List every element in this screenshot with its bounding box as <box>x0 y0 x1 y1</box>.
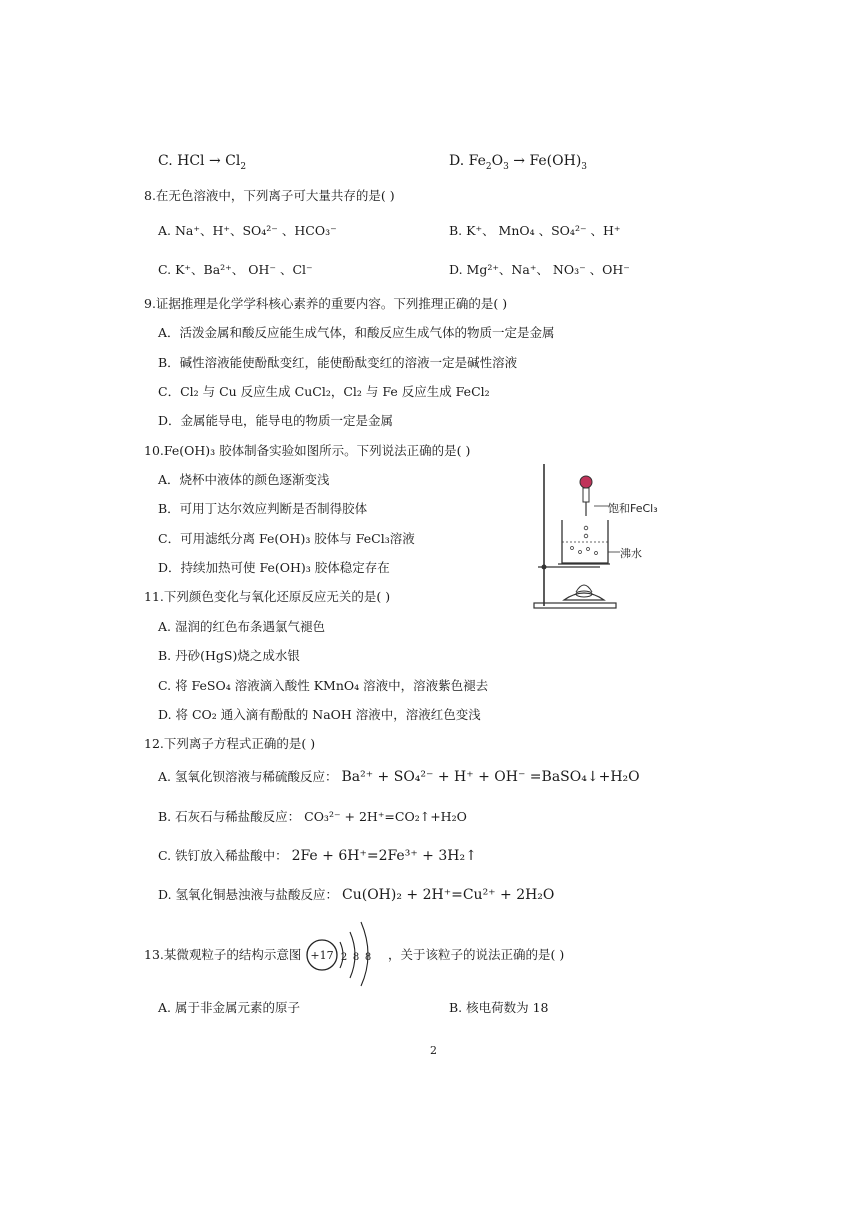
shell-1-electrons: 2 <box>340 952 348 963</box>
q7-option-c: C. HCl → $Cl_2$ <box>158 153 247 172</box>
q8-option-d[interactable]: D. Mg²⁺、Na⁺、 NO₃⁻ 、OH⁻ <box>449 262 630 277</box>
q11-option-a[interactable]: A. 湿润的红色布条遇氯气褪色 <box>158 619 325 634</box>
page-number: 2 <box>430 1044 437 1057</box>
q8-option-b[interactable]: B. K⁺、 MnO₄ 、SO₄²⁻ 、H⁺ <box>449 223 621 238</box>
q9-option-b[interactable]: B．碱性溶液能使酚酞变红，能使酚酞变红的溶液一定是碱性溶液 <box>158 355 518 370</box>
q12-a-equation: Ba²⁺ + SO₄²⁻ + H⁺ + OH⁻ =BaSO₄↓+H₂O <box>341 769 640 785</box>
q9-option-c[interactable]: C．Cl₂ 与 Cu 反应生成 CuCl₂，Cl₂ 与 Fe 反应生成 FeCl₂ <box>158 384 490 399</box>
q8-option-c[interactable]: C. K⁺、Ba²⁺、 OH⁻ 、Cl⁻ <box>158 262 313 277</box>
shell-3-electrons: 8 <box>364 952 372 963</box>
q7-option-d: D. $Fe_2O_3 \to Fe(OH)_3$ <box>449 153 588 172</box>
colloid-apparatus-figure <box>528 460 678 612</box>
q12-b-text: B. 石灰石与稀盐酸反应： <box>158 809 301 824</box>
q8-stem: 8.在无色溶液中，下列离子可大量共存的是( ) <box>144 188 395 203</box>
q13-option-a[interactable]: A. 属于非金属元素的原子 <box>158 1000 300 1015</box>
label-saturated-fecl3: 饱和FeCl₃ <box>608 502 658 515</box>
q9-option-d[interactable]: D．金属能导电，能导电的物质一定是金属 <box>158 413 394 428</box>
q11-option-b[interactable]: B. 丹砂(HgS)烧之成水银 <box>158 648 300 663</box>
q12-option-d[interactable] <box>158 887 554 903</box>
q12-d-text: D. 氢氧化铜悬浊液与盐酸反应： <box>158 887 339 902</box>
q9-stem: 9.证据推理是化学学科核心素养的重要内容。下列推理正确的是( ) <box>144 296 508 311</box>
q13-stem-after: ，关于该粒子的说法正确的是( ) <box>388 947 565 962</box>
label-boiling-water: 沸水 <box>620 547 642 560</box>
atom-structure-diagram <box>300 918 386 988</box>
q11-option-c[interactable]: C. 将 FeSO₄ 溶液滴入酸性 KMnO₄ 溶液中，溶液紫色褪去 <box>158 678 489 693</box>
q10-option-a[interactable]: A．烧杯中液体的颜色逐渐变浅 <box>158 472 330 487</box>
q10-stem: 10.Fe(OH)₃ 胶体制备实验如图所示。下列说法正确的是( ) <box>144 443 471 458</box>
q12-a-text: A. 氢氧化钡溶液与稀硫酸反应： <box>158 769 338 784</box>
q11-stem: 11.下列颜色变化与氧化还原反应无关的是( ) <box>144 589 391 604</box>
q11-option-d[interactable]: D. 将 CO₂ 通入滴有酚酞的 NaOH 溶液中，溶液红色变浅 <box>158 707 481 722</box>
q10-option-b[interactable]: B．可用丁达尔效应判断是否制得胶体 <box>158 501 368 516</box>
nucleus-charge: +17 <box>310 949 334 962</box>
q12-b-equation: CO₃²⁻ + 2H⁺=CO₂↑+H₂O <box>304 809 467 824</box>
q10-option-c[interactable]: C．可用滤纸分离 Fe(OH)₃ 胶体与 FeCl₃溶液 <box>158 531 415 546</box>
shell-2-electrons: 8 <box>352 952 360 963</box>
q12-c-text: C. 铁钉放入稀盐酸中： <box>158 848 288 863</box>
q9-option-a[interactable]: A．活泼金属和酸反应能生成气体，和酸反应生成气体的物质一定是金属 <box>158 325 555 340</box>
q12-option-b[interactable] <box>158 809 467 825</box>
q12-option-c[interactable] <box>158 848 477 864</box>
q10-option-d[interactable]: D．持续加热可使 Fe(OH)₃ 胶体稳定存在 <box>158 560 390 575</box>
q13-option-b[interactable]: B. 核电荷数为 18 <box>449 1000 549 1015</box>
q13-stem-before: 13.某微观粒子的结构示意图 <box>144 947 302 962</box>
q8-option-a[interactable]: A. Na⁺、H⁺、SO₄²⁻ 、HCO₃⁻ <box>158 223 337 238</box>
q12-c-equation: 2Fe + 6H⁺=2Fe³⁺ + 3H₂↑ <box>291 848 477 864</box>
q12-d-equation: Cu(OH)₂ + 2H⁺=Cu²⁺ + 2H₂O <box>342 887 555 903</box>
q12-option-a[interactable] <box>158 769 640 785</box>
q12-stem: 12.下列离子方程式正确的是( ) <box>144 736 316 751</box>
